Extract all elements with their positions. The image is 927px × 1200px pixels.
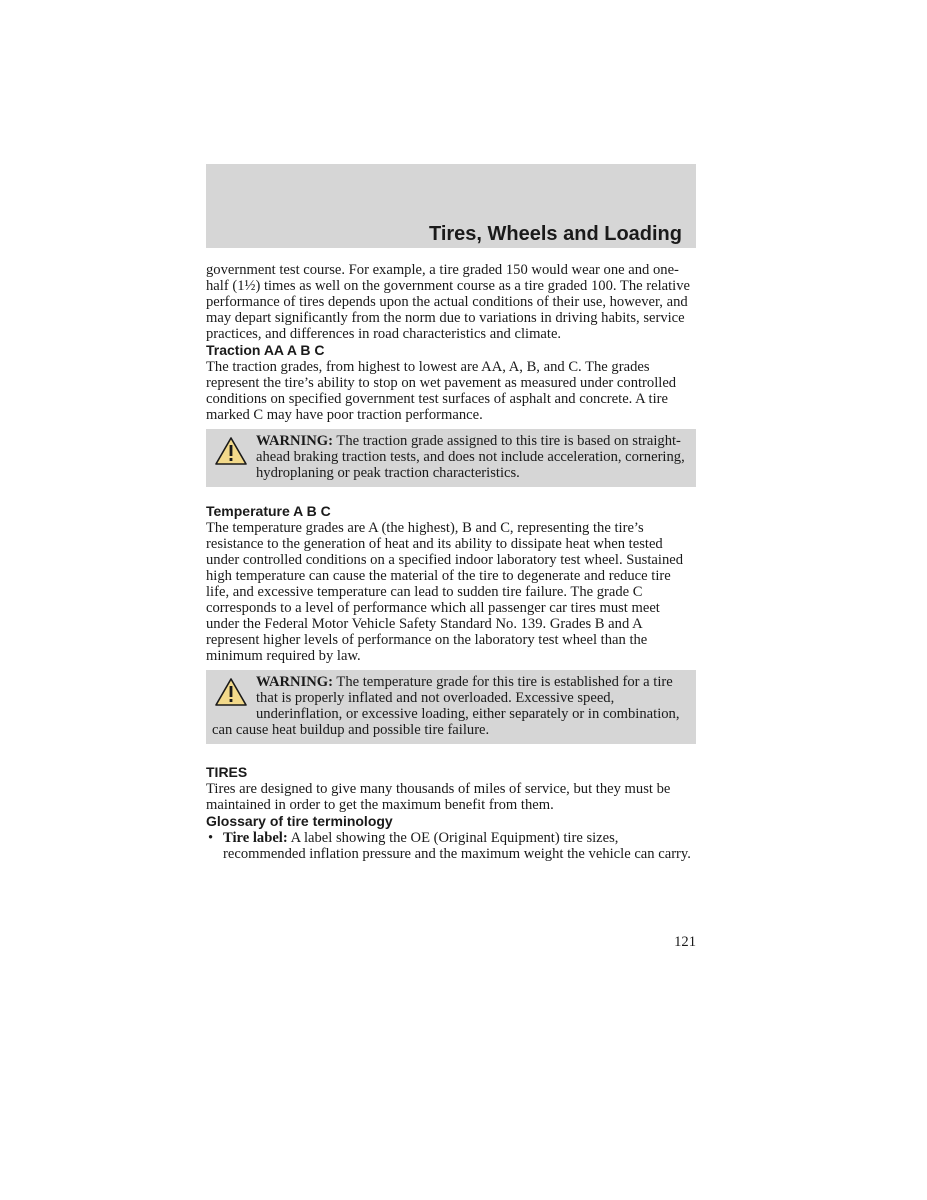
page-number: 121: [674, 934, 696, 950]
glossary-list: [206, 830, 696, 862]
temperature-heading: Temperature A B C: [206, 503, 331, 519]
intro-paragraph: government test course. For example, a tire graded 150 would wear one and one-half (1½) times as well on the government course as a tire graded 100. The relative performance of tires depends upon the actual conditions of their use, however, and may depart significantly from the norm due to variations in driving habits, service practices, and differences in road characteristics and climate.: [206, 262, 690, 342]
section-title: Tires, Wheels and Loading: [428, 223, 682, 245]
glossary-definition: A label showing the OE (Original Equipment) tire sizes, recommended inflation pressure and the maximum weight the vehicle can carry.: [223, 830, 691, 862]
traction-warning-label: WARNING:: [256, 433, 334, 449]
list-item: [206, 830, 696, 862]
glossary-term: Tire label:: [223, 830, 288, 846]
tires-paragraph: Tires are designed to give many thousands of miles of service, but they must be maintained in order to get the maximum benefit from them.: [206, 781, 671, 813]
temperature-paragraph: The temperature grades are A (the highest), B and C, representing the tire’s resistance to the generation of heat and its ability to dissipate heat when tested under controlled conditions on a specified indoor laboratory test wheel. Sustained high temperature can cause the material of the tire to degenerate and reduce tire life, and excessive temperature can lead to sudden tire failure. The grade C corresponds to a level of performance which all passenger car tires must meet under the Federal Motor Vehicle Safety Standard No. 139. Grades B and A represent higher levels of performance on the laboratory test wheel than the minimum required by law.: [206, 520, 684, 664]
warning-triangle-icon: [214, 677, 248, 707]
page-content: [206, 262, 696, 862]
traction-heading: Traction AA A B C: [206, 342, 325, 358]
temperature-warning-label: WARNING:: [256, 674, 334, 690]
section-header-band: [206, 164, 696, 248]
glossary-heading: Glossary of tire terminology: [206, 813, 393, 829]
temperature-warning-box: [206, 670, 696, 744]
tires-heading: TIRES: [206, 764, 248, 780]
traction-warning-box: [206, 429, 696, 487]
traction-paragraph: The traction grades, from highest to lowest are AA, A, B, and C. The grades represent the tire’s ability to stop on wet pavement as measured under controlled conditions on specified government test surfaces of asphalt and concrete. A tire marked C may have poor traction performance.: [206, 359, 677, 423]
temperature-warning-text: The temperature grade for this tire is established for a tire that is properly inflated and not overloaded. Excessive speed, underinflation, or excessive loading, either separately or in combination, can cause heat buildup and possible tire failure.: [212, 674, 680, 738]
traction-warning-text: The traction grade assigned to this tire is based on straight-ahead braking traction tests, and does not include acceleration, cornering, hydroplaning or peak traction characteristics.: [256, 433, 685, 481]
bullet-mark: •: [208, 830, 214, 846]
warning-triangle-icon: [214, 436, 248, 466]
